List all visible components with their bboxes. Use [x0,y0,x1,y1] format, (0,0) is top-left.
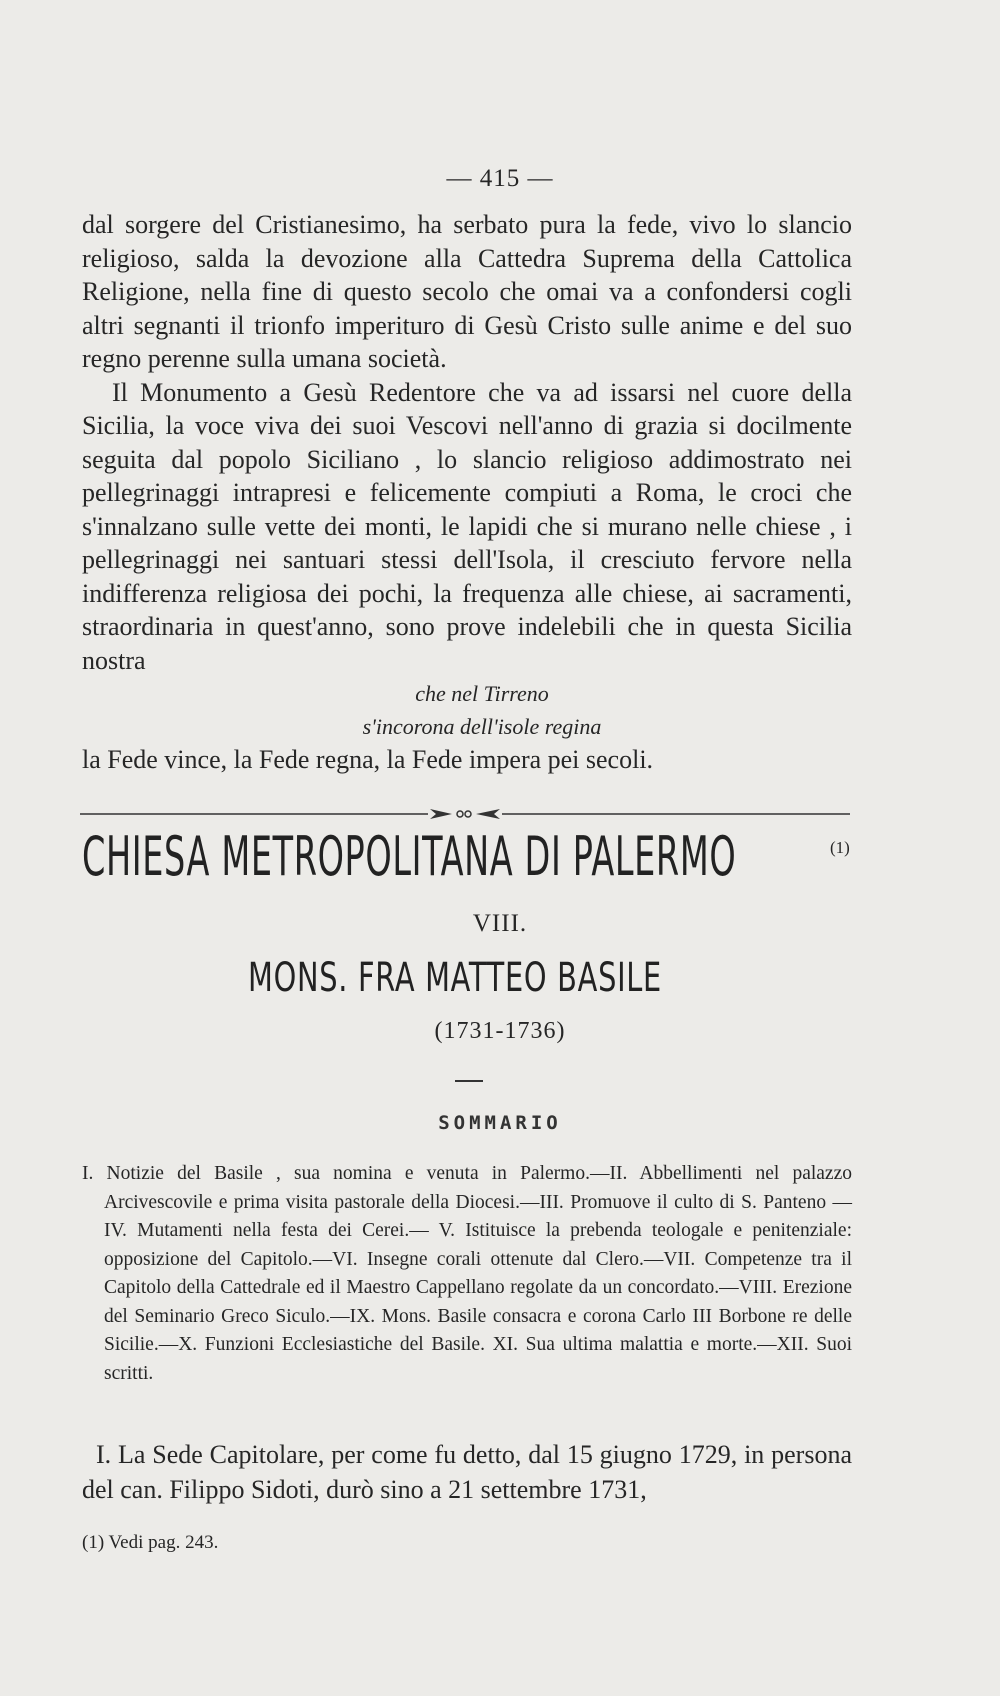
section-one-text: I. La Sede Capitolare, per come fu detto, dal 15 giugno 1729, in persona del can. Filippo Sidoti, durò sino a 21 settembre 1731, [82,1440,852,1504]
chapter-title: MONS. FRA MATTEO BASILE [248,955,662,1001]
summary-text: I. Notizie del Basile , sua nomina e venuta in Palermo.—II. Abbellimenti nel palazzo Arcivescovile e prima visita pastorale della Diocesi.—III. Promuove il culto di S. Panteno —IV. Mutamenti nella festa dei Cerei.— V. Istituisce la prebenda teologale e penitenziale: opposizione del Capitolo.—VI. Insegne corali ottenute dal Clero.—VII. Competenze tra il Capitolo della Cattedrale ed il Maestro Cappellano regolate da un concordato.—VIII. Erezione del Seminario Greco Siculo.—IX. Mons. Basile consacra e corona Carlo III Borbone re delle Sicilie.—X. Funzioni Ecclesiastiche del Basile. XI. Sua ultima malattia e morte.—XII. Suoi scritti. [82,1163,852,1384]
short-rule [455,1080,483,1082]
section-title-footnote-marker: (1) [830,838,850,857]
section-one [82,1437,852,1507]
paragraph-monumento: Il Monumento a Gesù Redentore che va ad issarsi nel cuore della Sicilia, la voce viva dei suoi Vescovi nell'anno di grazia si docilmente seguita dal popolo Siciliano , lo slancio religioso addimostrato nei pellegrinaggi intrapresi e felicemente compiuti a Roma, le croci che s'innalzano sulle vette dei monti, le lapidi che si murano nelle chiese , i pellegrinaggi nei santuari stessi dell'Isola, il cresciuto fervore nella indifferenza religiosa dei pochi, la frequenza alle chiese, ai sacramenti, straordinaria in quest'anno, sono prove indelebili che in questa Sicilia nostra [82,377,852,675]
summary-heading: SOMMARIO [438,1112,562,1134]
section-title: CHIESA METROPOLITANA DI PALERMO [82,825,737,888]
verse-line-1: che nel Tirreno [415,681,549,706]
paragraph-closing: la Fede vince, la Fede regna, la Fede impera pei secoli. [82,745,654,774]
verse-quote [82,677,852,743]
main-text [82,208,852,777]
footnote: (1) Vedi pag. 243. [82,1532,219,1553]
verse-line-2: s'incorona dell'isole regina [362,714,602,739]
paragraph-continuation: dal sorgere del Cristianesimo, ha serbato pura la fede, vivo lo slancio religioso, salda la devozione alla Cattedra Suprema della Cattolica Religione, nella fine di questo secolo che omai va a confondersi cogli altri segnanti il trionfo imperituro di Gesù Cristo sulle anime e del suo regno perenne sulla umana società. [82,210,852,373]
page-number: — 415 — [446,165,554,192]
summary [82,1160,852,1388]
ornamental-divider [80,804,850,824]
chapter-number: VIII. [472,910,528,937]
chapter-years: (1731-1736) [434,1018,566,1044]
